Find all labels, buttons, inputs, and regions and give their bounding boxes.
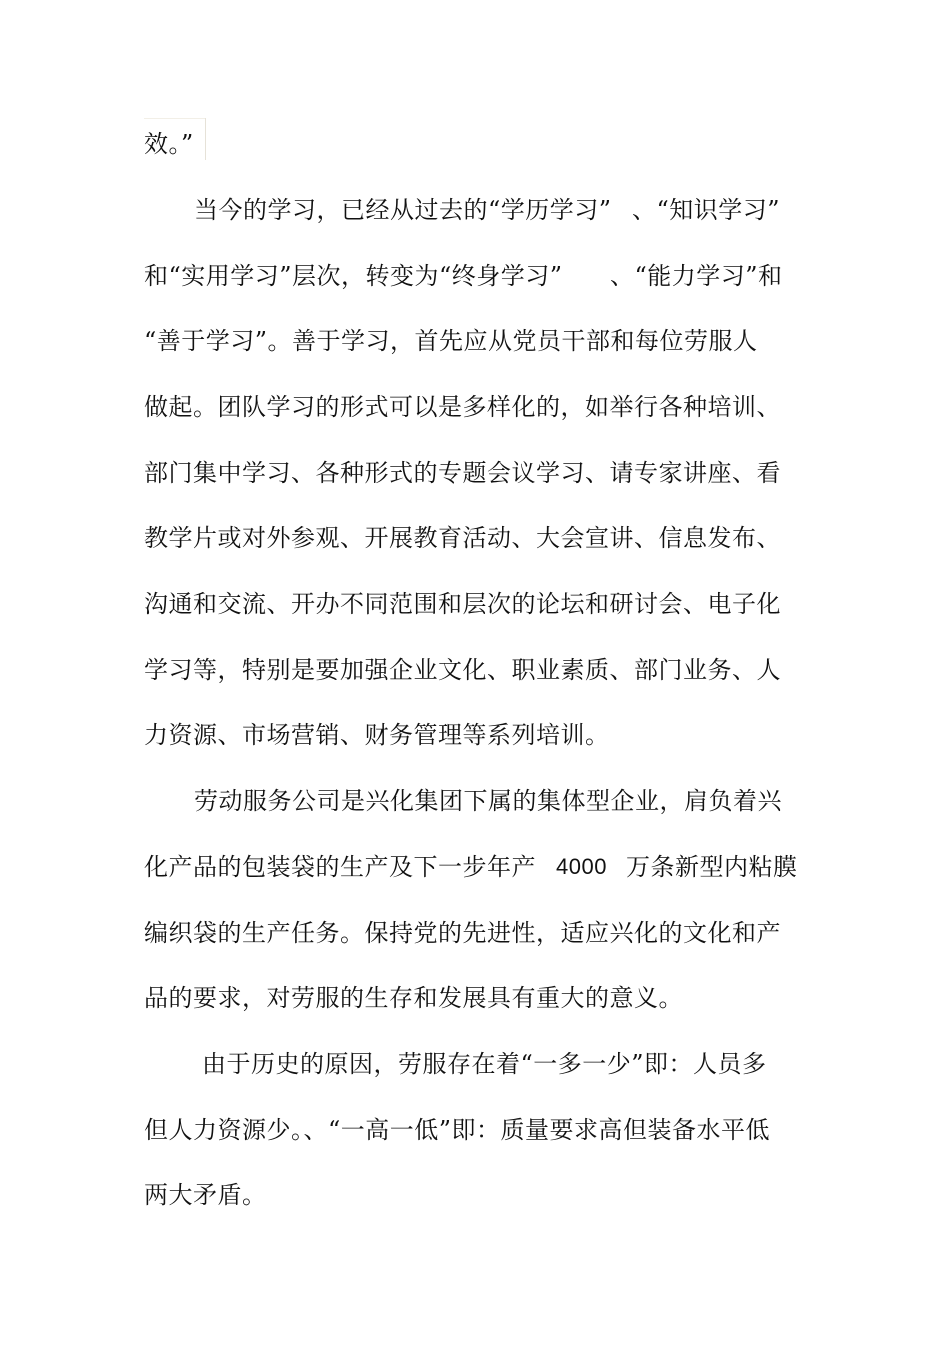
text-line-2b: 、“知识学习”: [632, 196, 781, 224]
page-corner-mark: [205, 118, 206, 160]
text-line-13: 编织袋的生产任务。保持党的先进性，适应兴化的文化和产: [144, 919, 781, 947]
text-line-8: 沟通和交流、开办不同范围和层次的论坛和研讨会、电子化: [144, 590, 781, 618]
text-line-16: 但人力资源少。、“一高一低”即：质量要求高但装备水平低: [144, 1116, 771, 1144]
text-line-9: 学习等，特别是要加强企业文化、职业素质、部门业务、人: [144, 656, 781, 684]
text-line-3b: 、“能力学习”和: [610, 262, 783, 290]
text-line-5: 做起。团队学习的形式可以是多样化的，如举行各种培训、: [144, 393, 781, 421]
text-line-15: 由于历史的原因，劳服存在着“一多一少”即：人员多: [202, 1050, 767, 1078]
text-line-7: 教学片或对外参观、开展教育活动、大会宣讲、信息发布、: [144, 524, 781, 552]
text-line-3a: 和“实用学习”层次，转变为“终身学习”: [144, 262, 563, 290]
text-line-10: 力资源、市场营销、财务管理等系列培训。: [144, 721, 610, 749]
text-line-2a: 当今的学习，已经从过去的“学历学习”: [194, 196, 612, 224]
text-line-11: 劳动服务公司是兴化集团下属的集体型企业，肩负着兴: [194, 787, 782, 815]
text-line-1: 效。”: [144, 130, 194, 158]
text-line-12-number: 4000: [556, 854, 607, 879]
text-line-17: 两大矛盾。: [144, 1181, 267, 1209]
text-line-12a: 化产品的包装袋的生产及下一步年产: [144, 853, 536, 881]
text-line-12b: 万条新型内粘膜: [626, 853, 798, 881]
page-corner-mark-top: [144, 118, 206, 119]
text-line-6: 部门集中学习、各种形式的专题会议学习、请专家讲座、看: [144, 459, 781, 487]
text-line-4: “善于学习”。善于学习，首先应从党员干部和每位劳服人: [144, 327, 758, 355]
text-line-14: 品的要求，对劳服的生存和发展具有重大的意义。: [144, 984, 683, 1012]
